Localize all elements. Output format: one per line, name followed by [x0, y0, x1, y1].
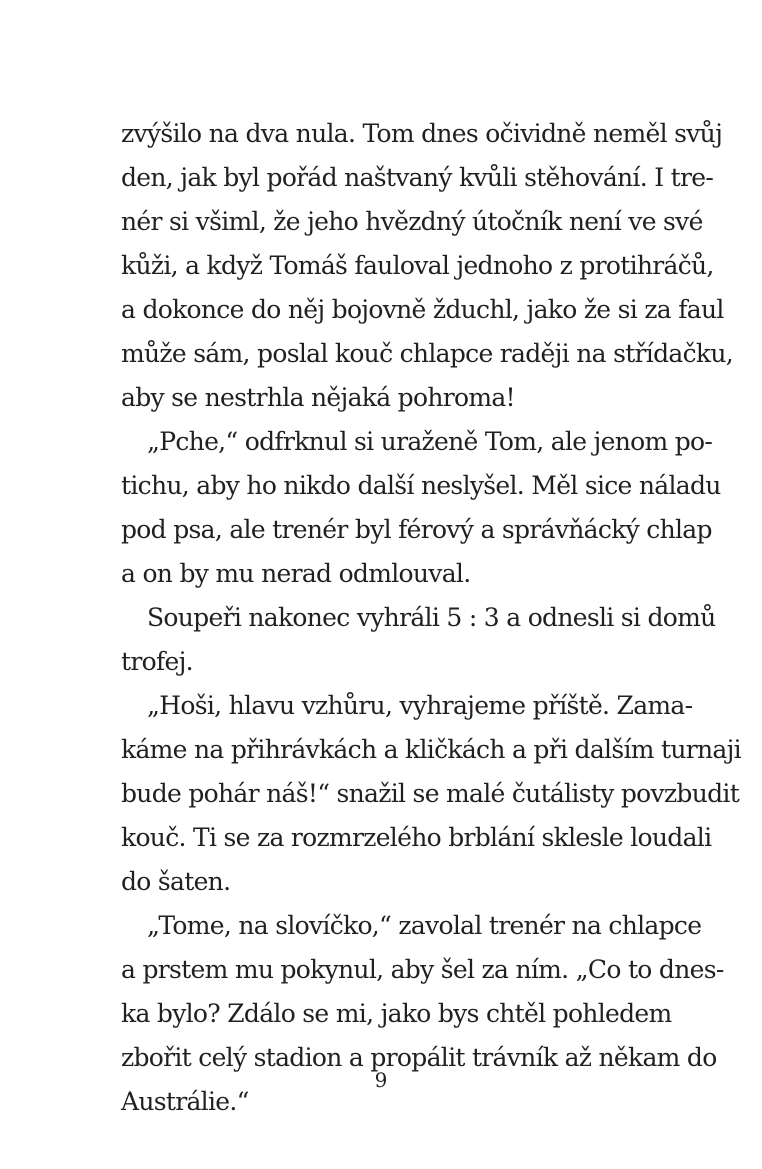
text-line: a dokonce do něj bojovně žduchl, jako že si za faul	[121, 295, 724, 324]
text-line: do šaten.	[121, 867, 231, 896]
text-line: může sám, poslal kouč chlapce raději na střídačku,	[121, 339, 734, 368]
text-line: a prstem mu pokynul, aby šel za ním. „Co to dnes-	[121, 955, 724, 984]
text-line: „Pche,“ odfrknul si uraženě Tom, ale jenom po-	[147, 427, 713, 456]
text-line: Austrálie.“	[121, 1087, 249, 1116]
text-line: zvýšilo na dva nula. Tom dnes očividně neměl svůj	[121, 119, 723, 148]
text-line: „Tome, na slovíčko,“ zavolal trenér na chlapce	[147, 911, 702, 940]
body-text	[121, 112, 741, 1124]
text-line: tichu, aby ho nikdo další neslyšel. Měl sice náladu	[121, 471, 721, 500]
text-line: káme na přihrávkách a kličkách a při dalším turnaji	[121, 735, 741, 764]
text-line: aby se nestrhla nějaká pohroma!	[121, 383, 515, 412]
text-line: den, jak byl pořád naštvaný kvůli stěhování. I tre-	[121, 163, 714, 192]
text-line: nér si všiml, že jeho hvězdný útočník není ve své	[121, 207, 703, 236]
text-line: ka bylo? Zdálo se mi, jako bys chtěl pohledem	[121, 999, 672, 1028]
text-line: kouč. Ti se za rozmrzelého brblání sklesle loudali	[121, 823, 712, 852]
page-number: 9	[374, 1068, 388, 1092]
text-line: zbořit celý stadion a propálit trávník až někam do	[121, 1043, 717, 1072]
text-line: a on by mu nerad odmlouval.	[121, 559, 471, 588]
text-line: bude pohár náš!“ snažil se malé čutálisty povzbudit	[121, 779, 740, 808]
text-line: trofej.	[121, 647, 193, 676]
text-line: Soupeři nakonec vyhráli 5 : 3 a odnesli si domů	[147, 603, 716, 632]
text-line: kůži, a když Tomáš fauloval jednoho z protihráčů,	[121, 251, 714, 280]
text-line: „Hoši, hlavu vzhůru, vyhrajeme příště. Zama-	[147, 691, 693, 720]
text-line: pod psa, ale trenér byl férový a správňácký chlap	[121, 515, 712, 544]
